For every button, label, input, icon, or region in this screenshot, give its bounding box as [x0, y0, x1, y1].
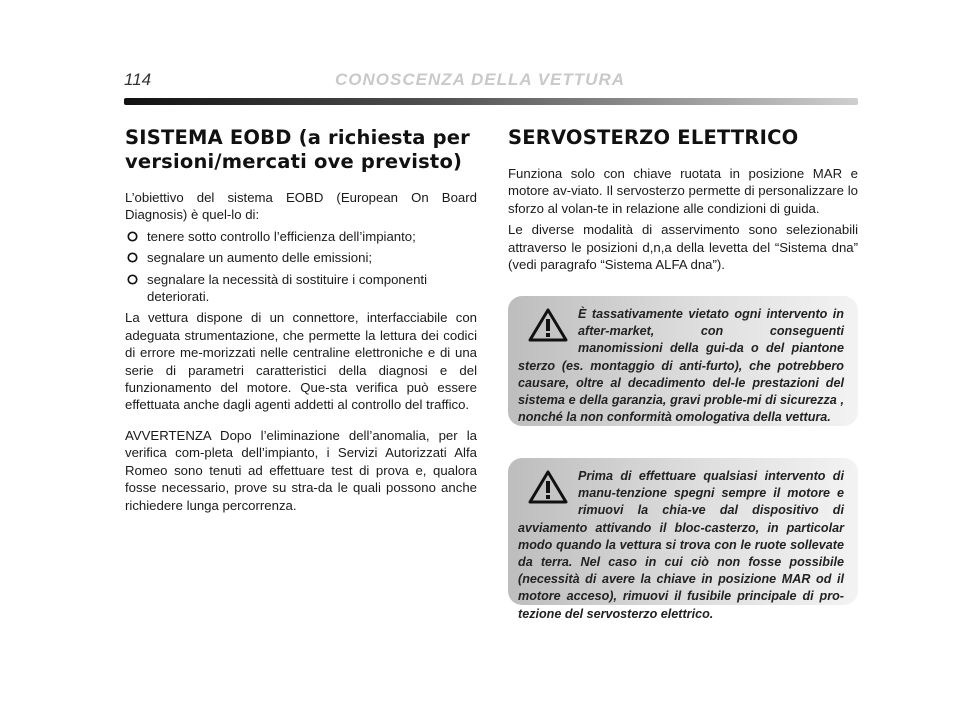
bullet-text: tenere sotto controllo l’efficienza dell’impianto; — [147, 228, 416, 244]
servosterzo-paragraph-1: Funziona solo con chiave ruotata in posizione MAR e motore av-viato. Il servosterzo permette di personalizzare lo sforzo al volan-te in relazione alle condizioni di guida. — [508, 166, 858, 216]
eobd-heading-line1: SISTEMA EOBD (a richiesta per — [125, 126, 470, 149]
list-item — [125, 271, 477, 306]
list-item — [125, 249, 477, 266]
warning-box-aftermarket — [508, 296, 858, 426]
circle-bullet-icon — [127, 274, 138, 285]
circle-bullet-icon — [127, 231, 138, 242]
eobd-heading — [125, 126, 477, 174]
header-rule — [124, 98, 858, 105]
list-item — [125, 228, 477, 245]
bullet-text: segnalare la necessità di sostituire i componenti deteriorati. — [147, 271, 428, 305]
bullet-text: segnalare un aumento delle emissioni; — [147, 250, 373, 266]
servosterzo-paragraph-2: Le diverse modalità di asservimento sono selezionabili attraverso le posizioni d,n,a della levetta del “Sistema dna” (vedi paragrafo “Sistema ALFA dna”). — [508, 222, 858, 273]
page-number: 114 — [124, 70, 152, 89]
warning-triangle-icon — [528, 308, 568, 342]
warning-text: Prima di effettuare qualsiasi intervento di manu-tenzione spegni sempre il motore e rimuovi la chia-ve dal dispositivo di avviamento attivando il bloc-casterzo, in particolar modo quando la vettura si trova con le ruote sollevate da terra. Nel caso in cui ciò non fosse possibile (necessità di avere la chiave in posizione MAR od il motore acceso), rimuovi il fusibile principale di pro-tezione del servosterzo elettrico. — [518, 469, 844, 621]
eobd-intro: L’obiettivo del sistema EOBD (European On Board Diagnosis) è quel-lo di: — [125, 190, 477, 223]
eobd-connector-paragraph: La vettura dispone di un connettore, interfacciabile con adeguata strumentazione, che permette la lettura dei codici di errore me-morizzati nelle centraline elettroniche e di una serie di parametri caratteristici della diagnosi e del funzionamento del motore. Que-sta verifica può essere effettuata anche dagli agenti addetti al controllo del traffico. — [125, 310, 477, 413]
left-column — [125, 126, 477, 518]
circle-bullet-icon — [127, 252, 138, 263]
warning-box-maintenance — [508, 458, 858, 621]
page-header — [0, 0, 960, 110]
eobd-heading-line2: versioni/mercati ove previsto) — [125, 150, 463, 173]
servosterzo-heading: SERVOSTERZO ELETTRICO — [508, 126, 799, 149]
warning-triangle-icon — [528, 470, 568, 504]
running-title: CONOSCENZA DELLA VETTURA — [334, 70, 625, 89]
eobd-bullet-list — [125, 228, 477, 306]
warning-text: È tassativamente vietato ogni intervento in after-market, con conseguenti manomissioni della gui-da o del piantone sterzo (es. montaggio di anti-furto), che potrebbero causare, oltre al decadimento del-le prestazioni del sistema e della garanzia, gravi proble-mi di sicurezza , nonché la non conformità omologativa della vettura. — [518, 307, 844, 425]
right-column — [508, 126, 858, 277]
eobd-warning-note: AVVERTENZA Dopo l’eliminazione dell’anomalia, per la verifica com-pleta dell’impianto, i Servizi Autorizzati Alfa Romeo sono tenuti ad effettuare test di prova e, qualora fosse necessario, prove su stra-da le quali possono anche richiedere lunga percorrenza. — [125, 427, 477, 513]
